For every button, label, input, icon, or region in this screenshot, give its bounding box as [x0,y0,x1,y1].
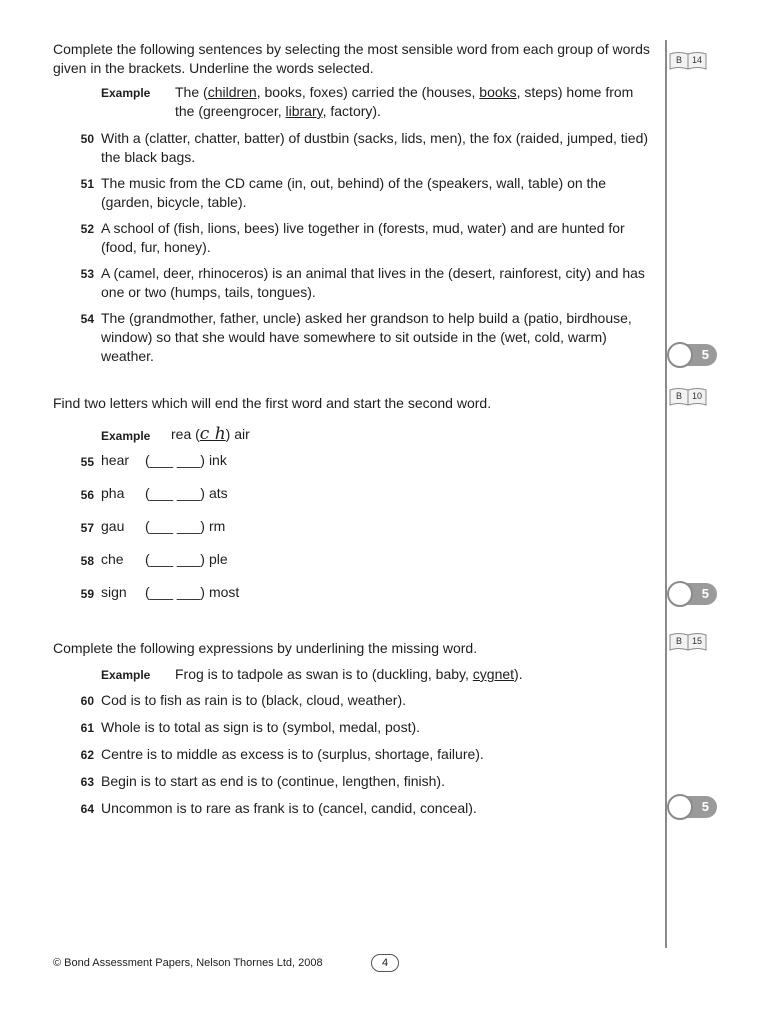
question-number: 62 [80,748,94,762]
question-number: 60 [80,694,94,708]
question-text: A school of (fish, lions, bees) live together in (forests, mud, water) and are hunted for (food, fur, honey). [101,220,625,255]
score-box [667,794,717,820]
badge-number: 15 [691,636,703,646]
question-number: 55 [80,455,94,469]
section3-instructions: Complete the following expressions by underlining the missing word. [53,640,478,656]
question-text: Uncommon is to rare as frank is to (cancel, candid, conceal). [101,800,477,816]
example-label: Example [101,668,151,682]
example-expression: Frog is to tadpole as swan is to (duckling, baby, cygnet). [175,666,523,682]
word-pair-question[interactable]: che (___ ___) ple [101,551,228,567]
example-word-pair: rea (c h) air [171,424,250,444]
word-pair-question[interactable]: pha (___ ___) ats [101,485,228,501]
book-b14-icon [668,50,708,72]
question-text: The (grandmother, father, uncle) asked her grandson to help build a (patio, birdhouse, window) so that she would have somewhere to sit outside in the (wet, cold, warm) weather. [101,310,632,364]
question-number: 53 [80,267,94,281]
question-number: 51 [80,177,94,191]
word-pair-question[interactable]: gau (___ ___) rm [101,518,226,534]
question-number: 59 [80,587,94,601]
badge-number: 14 [691,55,703,65]
badge-number: 10 [691,391,703,401]
word-pair-question[interactable]: sign (___ ___) most [101,584,240,600]
answer-blank: (___ ___) [145,452,205,468]
section2-instructions: Find two letters which will end the first word and start the second word. [53,395,492,411]
question-number: 54 [80,312,94,326]
score-box [667,581,717,607]
example-sentence: The (children, books, foxes) carried the (houses, books, steps) home from the (greengrocer, library, factory). [175,84,634,119]
question-number: 61 [80,721,94,735]
answer-blank: (___ ___) [145,485,205,501]
question-text: Cod is to fish as rain is to (black, cloud, weather). [101,692,407,708]
question-number: 50 [80,132,94,146]
section1-instructions: Complete the following sentences by selecting the most sensible word from each group of words given in the brackets. Underline the words selected. [53,41,650,76]
question-text: The music from the CD came (in, out, behind) of the (speakers, wall, table) on the (garden, bicycle, table). [101,175,607,210]
question-number: 63 [80,775,94,789]
badge-letter: B [675,55,683,65]
question-text: Begin is to start as end is to (continue, lengthen, finish). [101,773,445,789]
score-box [667,342,717,368]
example-label: Example [101,429,151,443]
question-text: A (camel, deer, rhinoceros) is an animal that lives in the (desert, rainforest, city) and has one or two (humps, tails, tongues). [101,265,645,300]
badge-letter: B [675,636,683,646]
question-text: Centre is to middle as excess is to (surplus, shortage, failure). [101,746,484,762]
score-value: 5 [679,344,717,366]
question-number: 58 [80,554,94,568]
page-number: 4 [371,954,399,972]
book-b10-icon [668,386,708,408]
question-text: With a (clatter, chatter, batter) of dustbin (sacks, lids, men), the fox (raided, jumped, tied) the black bags. [101,130,649,165]
question-number: 64 [80,802,94,816]
question-text: Whole is to total as sign is to (symbol, medal, post). [101,719,421,735]
answer-blank: (___ ___) [145,551,205,567]
book-b15-icon [668,631,708,653]
score-value: 5 [679,583,717,605]
question-number: 56 [80,488,94,502]
question-number: 52 [80,222,94,236]
copyright-notice: © Bond Assessment Papers, Nelson Thornes Ltd, 2008 [53,957,323,969]
example-answer-letters: c h [199,424,226,444]
score-circle [667,794,693,820]
score-circle [667,342,693,368]
badge-letter: B [675,391,683,401]
example-label: Example [101,86,151,100]
question-number: 57 [80,521,94,535]
answer-blank: (___ ___) [145,584,205,600]
score-circle [667,581,693,607]
answer-blank: (___ ___) [145,518,205,534]
word-pair-question[interactable]: hear (___ ___) ink [101,452,227,468]
score-value: 5 [679,796,717,818]
